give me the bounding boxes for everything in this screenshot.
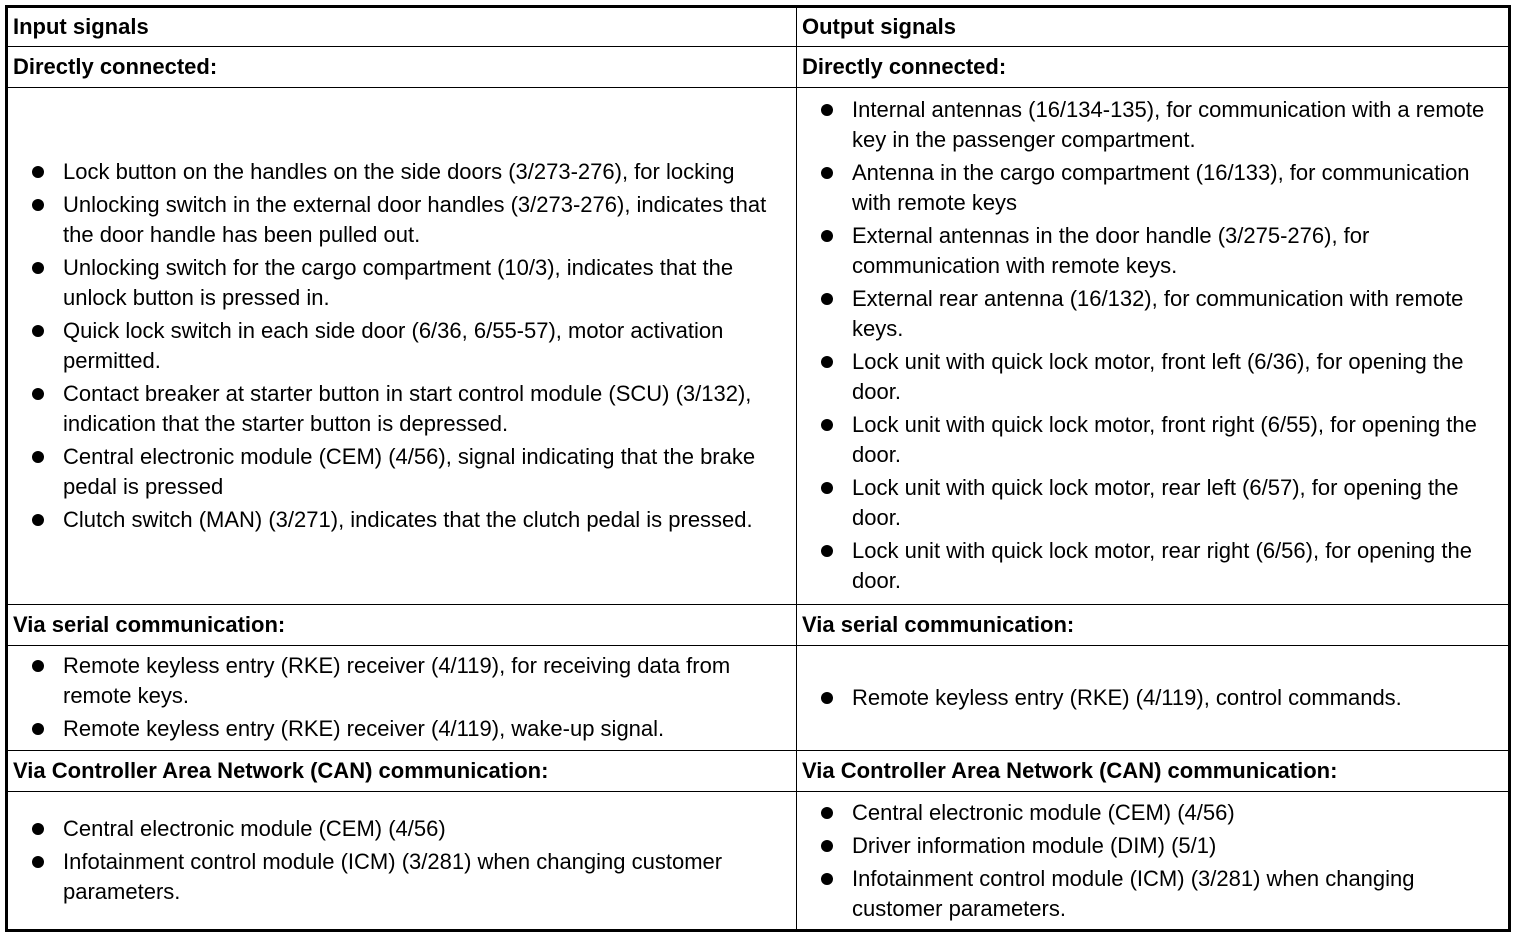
list-item: Driver information module (DIM) (5/1) xyxy=(797,831,1508,861)
list-item: Central electronic module (CEM) (4/56) xyxy=(797,798,1508,828)
list-item: Clutch switch (MAN) (3/271), indicates that the clutch pedal is pressed. xyxy=(8,505,796,535)
input-signals-header: Input signals xyxy=(7,7,797,47)
input-list xyxy=(8,157,796,535)
list-item: Unlocking switch for the cargo compartment (10/3), indicates that the unlock button is pressed in. xyxy=(8,253,796,313)
output-list-cell xyxy=(797,792,1510,931)
input-list-cell xyxy=(7,88,797,604)
section-content-row xyxy=(7,792,1510,931)
output-section-heading: Directly connected: xyxy=(797,47,1510,88)
list-item: Central electronic module (CEM) (4/56) xyxy=(8,814,796,844)
input-section-heading: Directly connected: xyxy=(7,47,797,88)
list-item: Lock unit with quick lock motor, rear right (6/56), for opening the door. xyxy=(797,536,1508,596)
output-list-cell xyxy=(797,645,1510,750)
input-section-heading: Via serial communication: xyxy=(7,604,797,645)
signals-table xyxy=(5,5,1511,932)
output-signals-header: Output signals xyxy=(797,7,1510,47)
input-section-heading: Via Controller Area Network (CAN) communication: xyxy=(7,751,797,792)
list-item: External rear antenna (16/132), for communication with remote keys. xyxy=(797,284,1508,344)
input-list xyxy=(8,814,796,907)
list-item: Remote keyless entry (RKE) receiver (4/119), wake-up signal. xyxy=(8,714,796,744)
list-item: Internal antennas (16/134-135), for communication with a remote key in the passenger compartment. xyxy=(797,95,1508,155)
list-item: Contact breaker at starter button in start control module (SCU) (3/132), indication that the starter button is depressed. xyxy=(8,379,796,439)
list-item: Central electronic module (CEM) (4/56), signal indicating that the brake pedal is pressed xyxy=(8,442,796,502)
section-heading-row xyxy=(7,751,1510,792)
output-list-cell xyxy=(797,88,1510,604)
table-header-row xyxy=(7,7,1510,47)
input-list xyxy=(8,651,796,744)
input-list-cell xyxy=(7,792,797,931)
list-item: Infotainment control module (ICM) (3/281) when changing customer parameters. xyxy=(797,864,1508,924)
list-item: Infotainment control module (ICM) (3/281) when changing customer parameters. xyxy=(8,847,796,907)
output-list xyxy=(797,798,1508,924)
list-item: External antennas in the door handle (3/275-276), for communication with remote keys. xyxy=(797,221,1508,281)
output-section-heading: Via serial communication: xyxy=(797,604,1510,645)
section-heading-row xyxy=(7,604,1510,645)
output-section-heading: Via Controller Area Network (CAN) communication: xyxy=(797,751,1510,792)
list-item: Remote keyless entry (RKE) (4/119), control commands. xyxy=(797,683,1508,713)
list-item: Lock button on the handles on the side doors (3/273-276), for locking xyxy=(8,157,796,187)
list-item: Quick lock switch in each side door (6/36, 6/55-57), motor activation permitted. xyxy=(8,316,796,376)
input-list-cell xyxy=(7,645,797,750)
output-list xyxy=(797,683,1508,713)
output-list xyxy=(797,95,1508,596)
section-content-row xyxy=(7,88,1510,604)
list-item: Unlocking switch in the external door handles (3/273-276), indicates that the door handle has been pulled out. xyxy=(8,190,796,250)
section-content-row xyxy=(7,645,1510,750)
list-item: Antenna in the cargo compartment (16/133), for communication with remote keys xyxy=(797,158,1508,218)
list-item: Lock unit with quick lock motor, rear left (6/57), for opening the door. xyxy=(797,473,1508,533)
list-item: Lock unit with quick lock motor, front left (6/36), for opening the door. xyxy=(797,347,1508,407)
section-heading-row xyxy=(7,47,1510,88)
list-item: Lock unit with quick lock motor, front right (6/55), for opening the door. xyxy=(797,410,1508,470)
list-item: Remote keyless entry (RKE) receiver (4/119), for receiving data from remote keys. xyxy=(8,651,796,711)
